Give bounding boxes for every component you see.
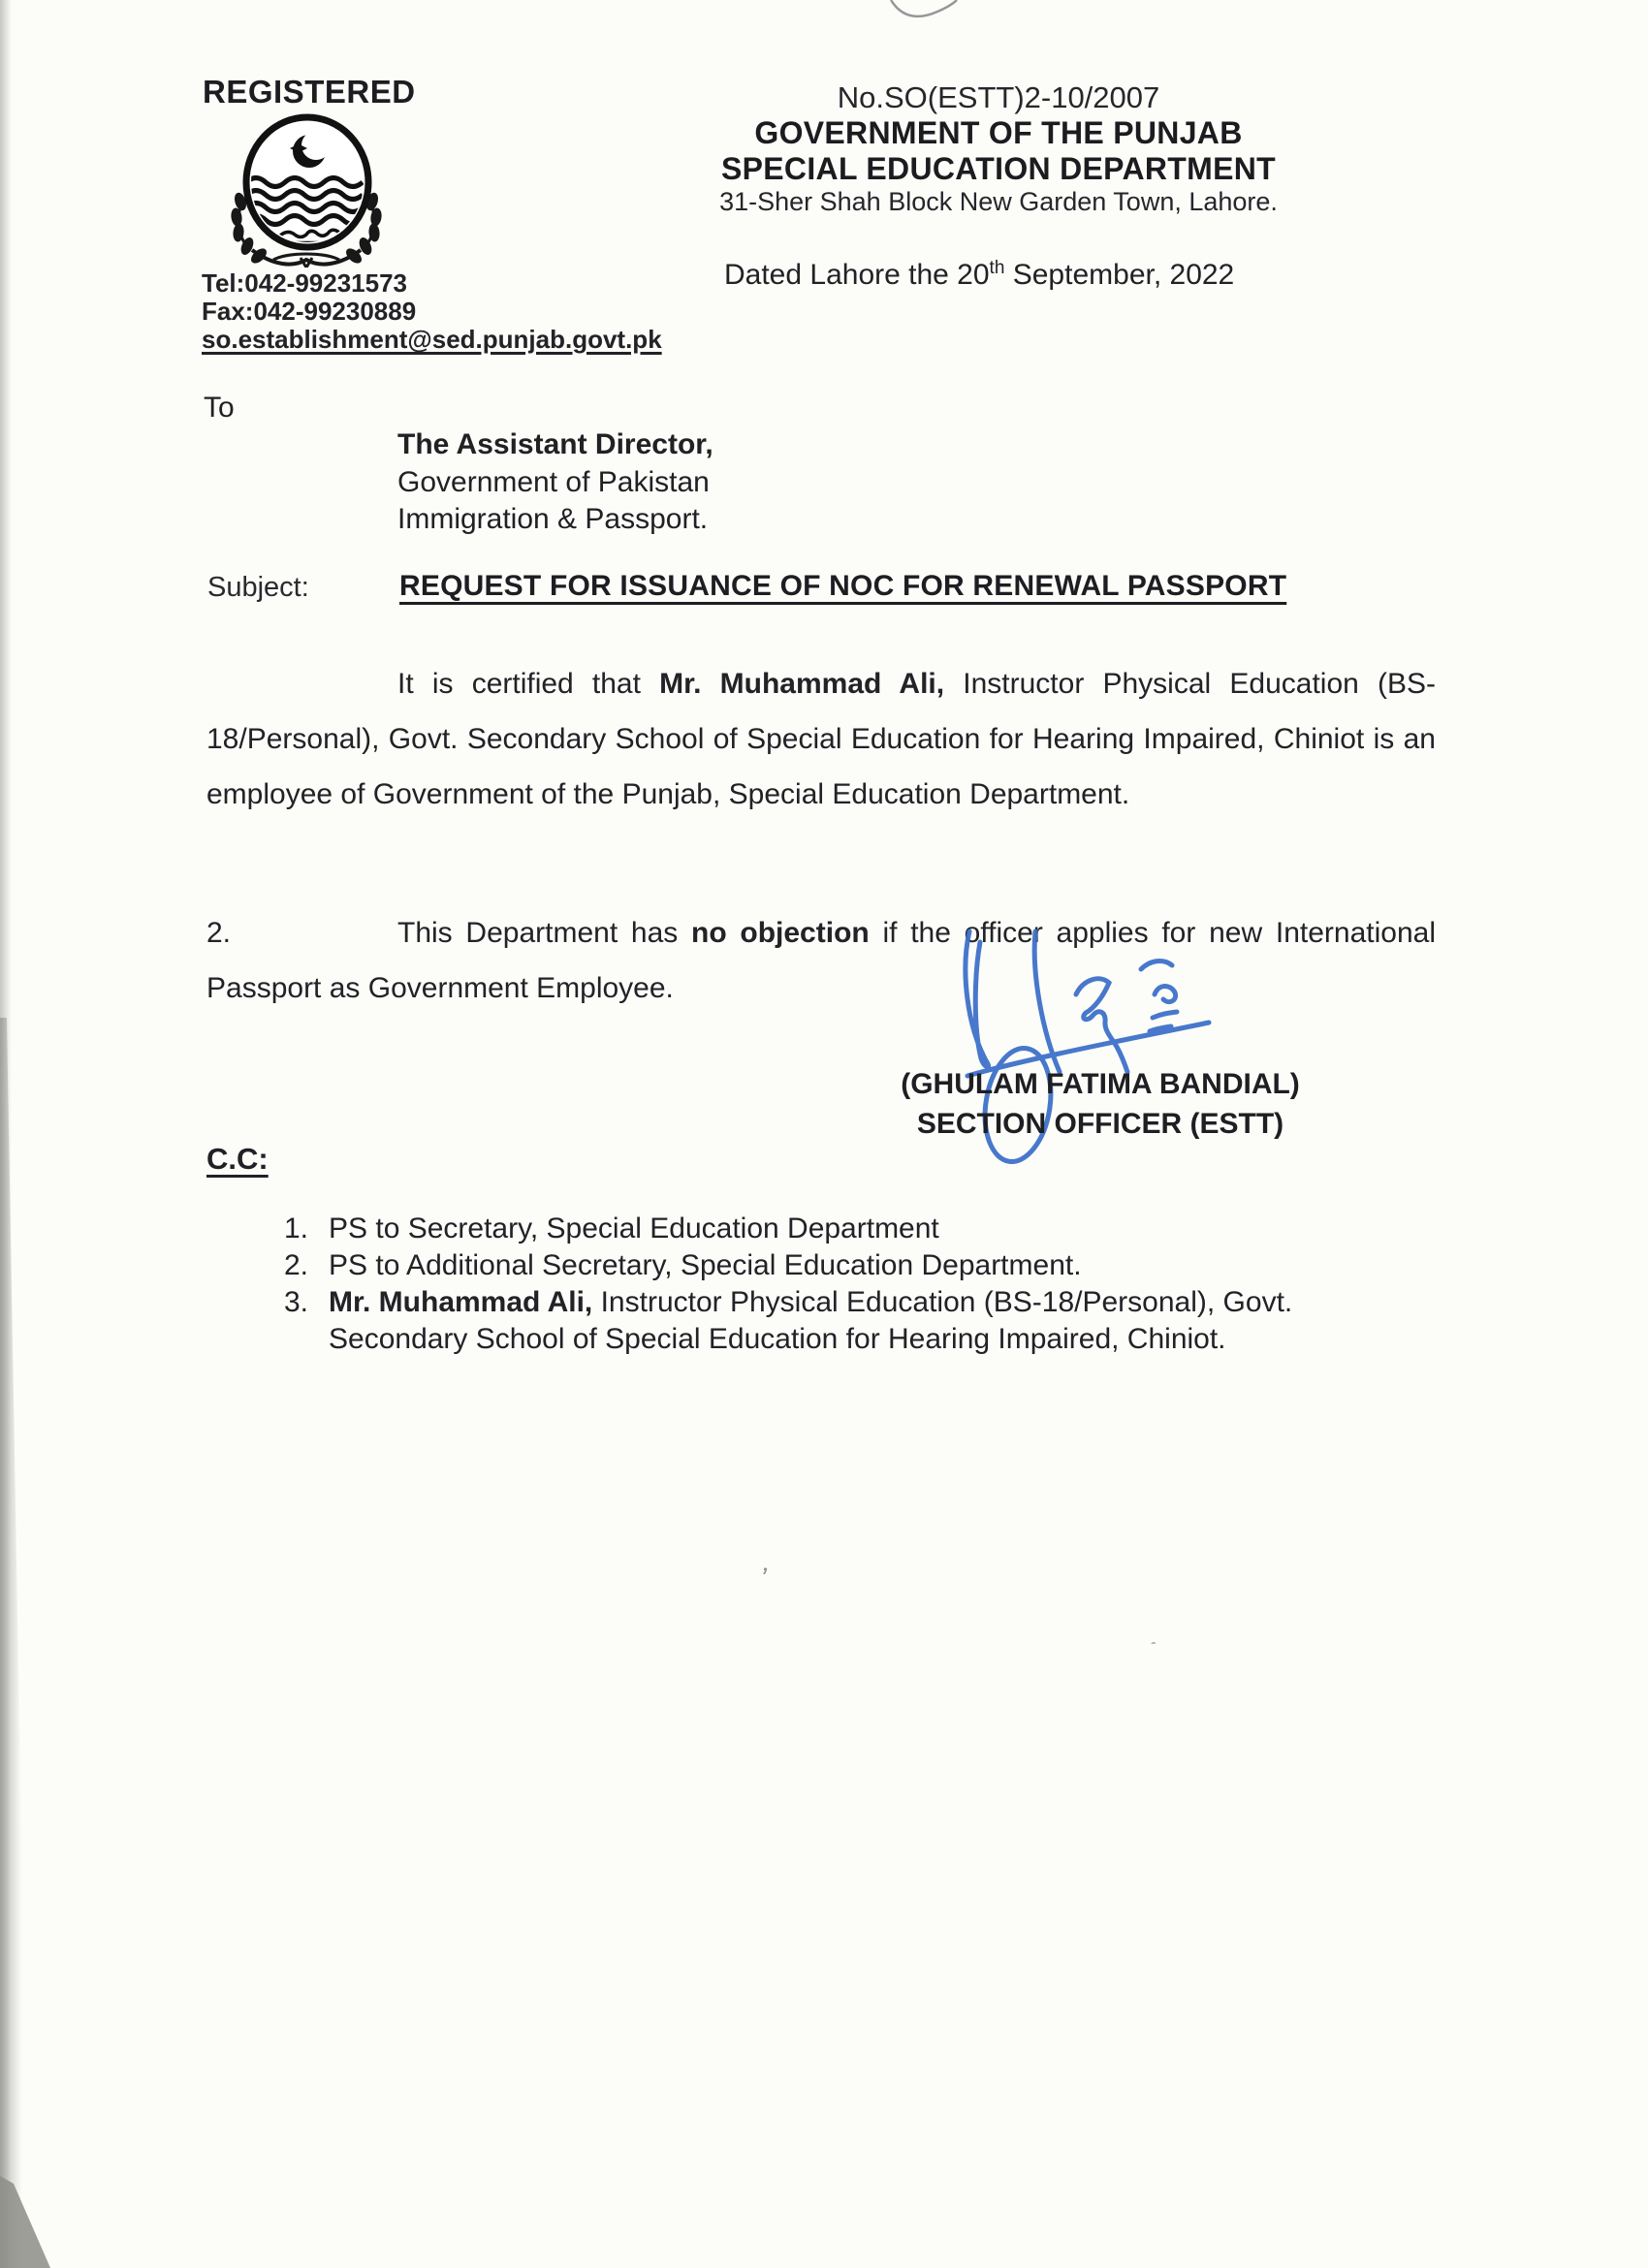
scan-corner-shadow — [0, 2176, 68, 2268]
cc-item-number: 1. — [284, 1213, 309, 1244]
department-address: 31-Sher Shah Block New Garden Town, Lahore. — [719, 187, 1278, 216]
cc-item-bold: Mr. Muhammad Ali, — [329, 1286, 593, 1318]
contact-block — [202, 269, 662, 354]
para1-rest: Instructor Physical Education (BS-18/Personal), Govt. Secondary School of Special Education for Hearing Impaired, Chiniot is an employee of Government of the Punjab, Special Education Department. — [206, 668, 1436, 810]
cc-item-number: 2. — [284, 1249, 309, 1281]
cc-item-2 — [284, 1247, 1415, 1284]
cc-label: C.C: — [206, 1142, 269, 1176]
recipient-dept: Immigration & Passport. — [397, 503, 709, 535]
date-suffix: September, 2022 — [1004, 259, 1235, 291]
body-paragraph-2 — [206, 905, 1436, 1016]
para2-lead: This Department has — [397, 917, 691, 949]
reference-number: No.SO(ESTT)2-10/2007 — [837, 80, 1160, 114]
scan-edge-wedge-left — [0, 1018, 29, 2268]
subject-text: REQUEST FOR ISSUANCE OF NOC FOR RENEWAL PASSPORT — [399, 570, 1287, 602]
scan-speck: ’ — [756, 1561, 771, 1595]
department-title: SPECIAL EDUCATION DEPARTMENT — [721, 151, 1276, 186]
para2-bold-phrase: no objection — [691, 917, 870, 949]
scan-speck: ˊ — [1136, 1636, 1160, 1662]
signatory-name: (GHULAM FATIMA BANDIAL) — [901, 1068, 1300, 1100]
signatory-block — [872, 1064, 1328, 1144]
email-address: so.establishment@sed.punjab.govt.pk — [202, 325, 662, 354]
date-prefix: Dated Lahore the 20 — [724, 259, 990, 291]
cc-item-1 — [284, 1211, 1415, 1247]
recipient-org: Government of Pakistan — [397, 465, 710, 498]
recipient-block — [397, 426, 713, 539]
signatory-title: SECTION OFFICER (ESTT) — [916, 1108, 1284, 1140]
subject-label: Subject: — [207, 572, 309, 603]
scan-paper-fold-arc — [877, 0, 974, 23]
punjab-government-emblem-logo — [215, 112, 397, 268]
body-paragraph-1 — [206, 656, 1436, 822]
cc-item-text: PS to Secretary, Special Education Department — [329, 1213, 939, 1244]
cc-item-number: 3. — [284, 1286, 309, 1318]
cc-item-text: PS to Additional Secretary, Special Education Department. — [329, 1249, 1082, 1281]
government-title: GOVERNMENT OF THE PUNJAB — [754, 115, 1243, 150]
para1-lead: It is certified that — [397, 668, 660, 700]
date-line — [724, 258, 1234, 292]
to-label: To — [204, 392, 235, 424]
letterhead-center — [698, 79, 1299, 217]
telephone-number: Tel:042-99231573 — [202, 268, 408, 298]
recipient-title: The Assistant Director, — [397, 428, 713, 460]
fax-number: Fax:042-99230889 — [202, 296, 417, 326]
cc-list — [284, 1211, 1415, 1358]
date-ordinal: th — [989, 258, 1005, 278]
handwritten-signature-icon — [868, 899, 1226, 1190]
cc-item-3 — [284, 1284, 1415, 1358]
para1-bold-name: Mr. Muhammad Ali, — [659, 668, 945, 700]
para2-rest: if the officer applies for new International Passport as Government Employee. — [206, 917, 1436, 1004]
registered-label: REGISTERED — [203, 74, 416, 110]
cc-item-text: Instructor Physical Education (BS-18/Personal), Govt. Secondary School of Special Education for Hearing Impaired, Chiniot. — [329, 1286, 1293, 1355]
para2-number: 2. — [206, 917, 232, 949]
